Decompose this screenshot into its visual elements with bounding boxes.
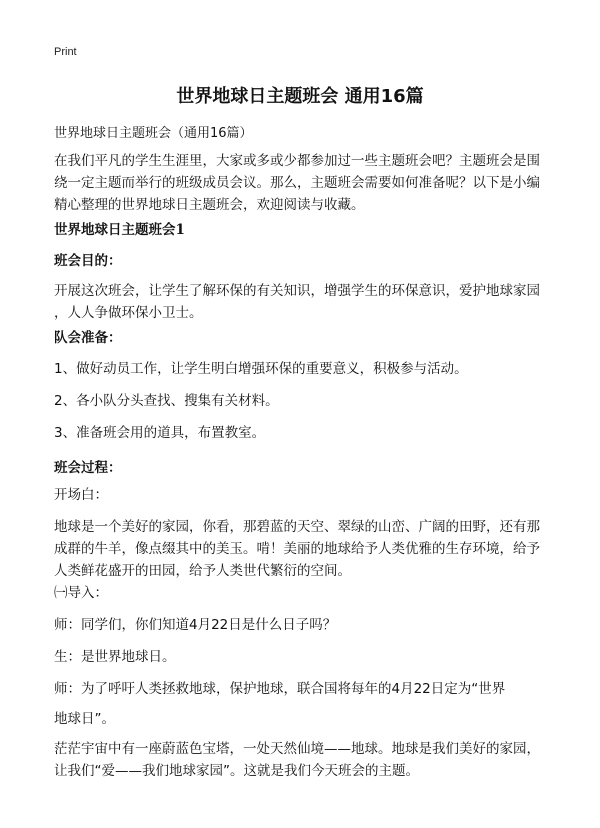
- prep-item: 3、准备班会用的道具，布置教室。: [54, 425, 266, 441]
- closing-line: 让我们“爱——我们地球家园”。这就是我们今天班会的主题。: [54, 763, 419, 779]
- opening-line: 地球是一个美好的家园，你看，那碧蓝的天空、翠绿的山峦、广阔的田野，还有那: [54, 519, 540, 535]
- opening-label: 开场白：: [54, 487, 108, 503]
- purpose-line: ，人人争做环保小卫士。: [54, 305, 203, 321]
- closing-line: 茫茫宇宙中有一座蔚蓝色宝塔，一处天然仙境——地球。地球是我们美好的家园，: [54, 741, 540, 757]
- intro-paragraph: [54, 150, 540, 216]
- page-title: 世界地球日主题班会 通用16篇: [176, 86, 424, 107]
- prep-item: 2、各小队分头查找、搜集有关材料。: [54, 393, 279, 409]
- purpose-paragraph: [54, 280, 540, 324]
- intro-line: 精心整理的世界地球日主题班会，欢迎阅读与收藏。: [54, 197, 365, 213]
- opening-paragraph: [54, 516, 540, 582]
- purpose-line: 开展这次班会，让学生了解环保的有关知识，增强学生的环保意识，爱护地球家园: [54, 283, 540, 299]
- intro-line: 在我们平凡的学生生涯里，大家或多或少都参加过一些主题班会吧？主题班会是围: [54, 153, 540, 169]
- prep-heading: 队会准备：: [54, 330, 122, 346]
- dialog-line: 生：是世界地球日。: [54, 649, 176, 665]
- dialog-line: 师：为了呼吁人类拯救地球，保护地球，联合国将每年的4月22日定为“世界: [54, 681, 506, 697]
- opening-line: 人类鲜花盛开的田园，给予人类世代繁衍的空间。: [54, 563, 351, 579]
- process-heading: 班会过程：: [54, 460, 122, 476]
- intro-section-label: ㈠导入：: [54, 585, 108, 601]
- intro-line: 绕一定主题而举行的班级成员会议。那么，主题班会需要如何准备呢？以下是小编: [54, 175, 540, 191]
- purpose-heading: 班会目的：: [54, 253, 122, 269]
- document-subtitle: 世界地球日主题班会（通用16篇）: [54, 126, 253, 141]
- opening-line: 成群的牛羊，像点缀其中的美玉。啃！美丽的地球给予人类优雅的生存环境，给予: [54, 541, 540, 557]
- dialog-line: 地球日”。: [54, 711, 115, 727]
- closing-paragraph: [54, 738, 540, 782]
- print-link[interactable]: Print: [54, 46, 77, 58]
- section-heading-1: 世界地球日主题班会1: [54, 222, 185, 238]
- prep-item: 1、做好动员工作，让学生明白增强环保的重要意义，积极参与活动。: [54, 361, 468, 377]
- dialog-line: 师：同学们，你们知道4月22日是什么日子吗？: [54, 617, 337, 633]
